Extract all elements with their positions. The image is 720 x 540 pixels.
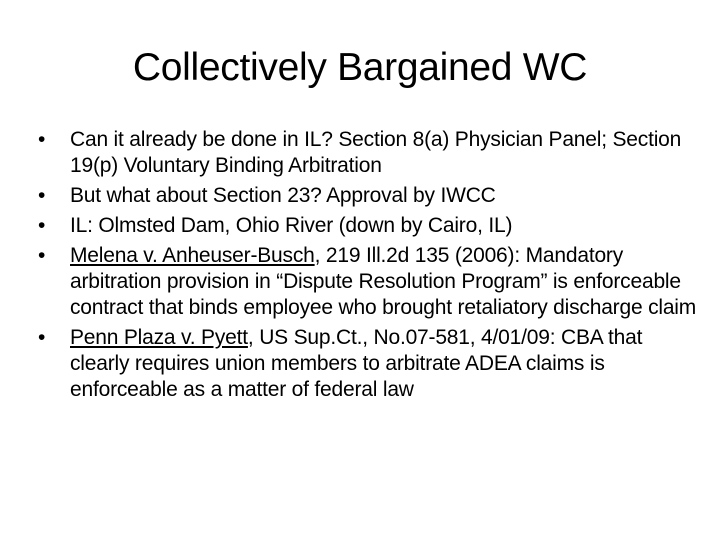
bullet-item-penn-plaza-case (38, 325, 698, 403)
case-name-penn-plaza: Penn Plaza v. Pyett (70, 326, 248, 349)
bullet-text: , 219 Ill.2d 135 (2006): Mandatory arbitration provision in “Dispute Resolution Program” is enforceable contract that binds employee who brought retaliatory discharge claim (70, 244, 697, 319)
bullet-icon: • (38, 184, 46, 207)
bullet-text: But what about Section 23? Approval by IWCC (70, 184, 496, 207)
bullet-icon: • (38, 214, 46, 237)
bullet-icon: • (38, 128, 46, 151)
bullet-item-olmsted-dam (38, 213, 698, 239)
bullet-item-section-23 (38, 183, 698, 209)
bullet-text: IL: Olmsted Dam, Ohio River (down by Cairo, IL) (70, 214, 513, 237)
bullet-list (38, 127, 698, 407)
bullet-text: , US Sup.Ct., No.07-581, 4/01/09: CBA that clearly requires union members to arbitrate ADEA claims is enforceable as a matter of federal law (70, 326, 643, 401)
slide-title: Collectively Bargained WC (132, 46, 588, 89)
bullet-item-melena-case (38, 243, 698, 321)
case-name-melena: Melena v. Anheuser-Busch (70, 244, 315, 267)
bullet-icon: • (38, 244, 46, 267)
bullet-text: Can it already be done in IL? Section 8(a) Physician Panel; Section 19(p) Voluntary Binding Arbitration (70, 128, 682, 177)
bullet-icon: • (38, 326, 46, 349)
bullet-item-il-options (38, 127, 698, 179)
